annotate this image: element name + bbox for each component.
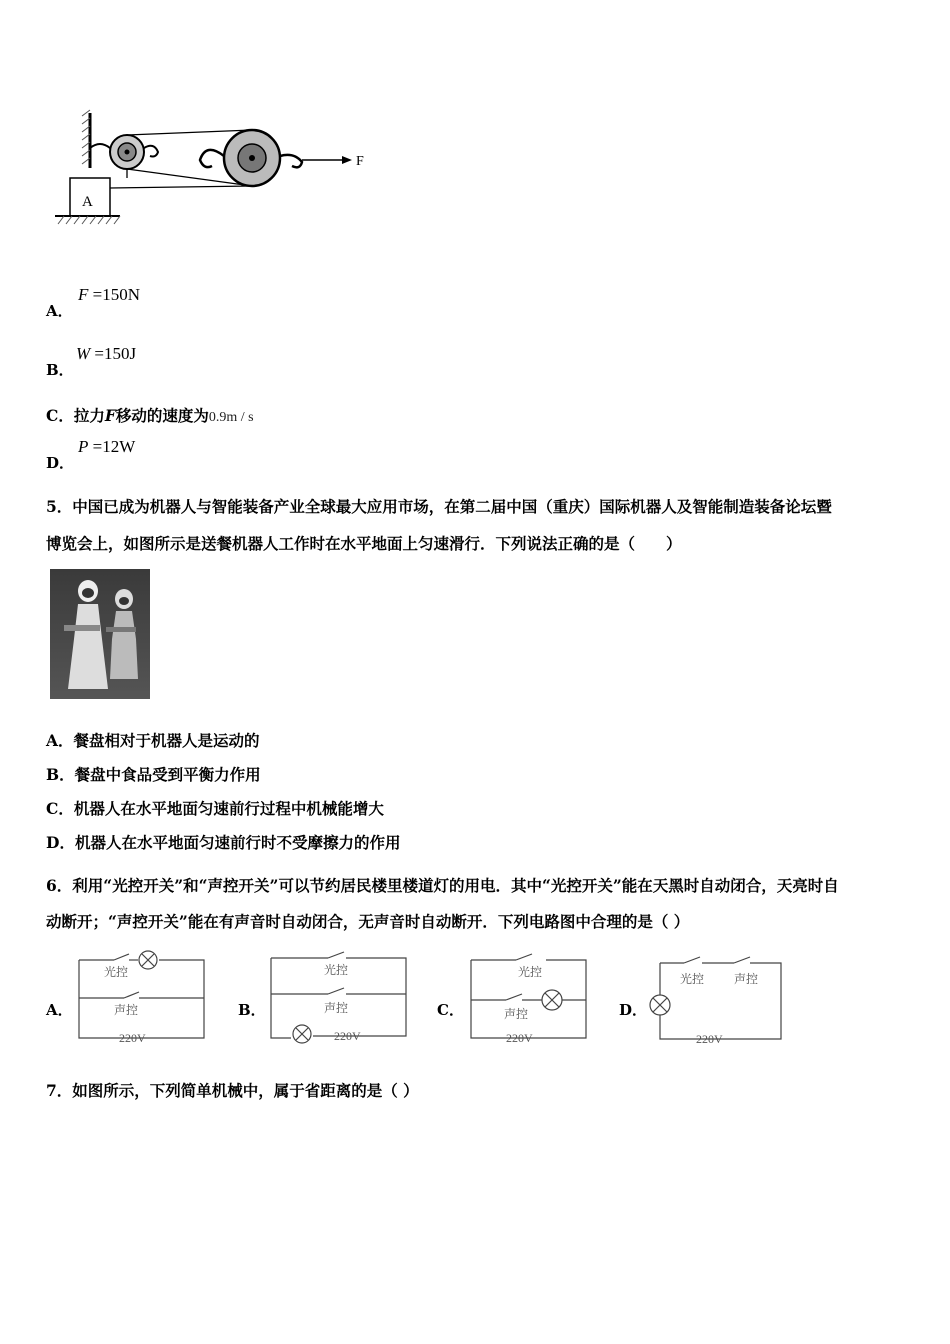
option-text: 移动的速度为 [115,406,209,425]
q5-option-d[interactable]: D．机器人在水平地面匀速前行时不受摩擦力的作用 [46,833,401,852]
q6-stem-line1: 6．利用“光控开关”和“声控开关”可以节约居民楼里楼道灯的用电．其中“光控开关”能在天黑时自动闭合，天亮时自 [46,876,839,895]
circuit-c [466,950,596,1045]
q6-option-d-letter[interactable]: D． [619,1001,648,1019]
q5-stem-line2: 博览会上，如图所示是送餐机器人工作时在水平地面上匀速滑行．下列说法正确的是（ ） [46,534,682,553]
q6-option-b-letter[interactable]: B． [238,1001,266,1019]
velocity-value: 0.9m / s [208,410,254,425]
q5-option-c[interactable]: C．机器人在水平地面匀速前行过程中机械能增大 [46,799,384,818]
robot-photo [50,569,150,699]
light-switch-label: 光控 [680,972,705,986]
formula-expr: =12W [92,437,136,456]
circuit-b [266,950,416,1045]
sound-switch-label: 声控 [114,1003,139,1017]
q4-option-b-formula [76,344,136,364]
sound-switch-label: 声控 [734,972,759,986]
q6-stem-line2: 动断开；“声控开关”能在有声音时自动闭合，无声音时自动断开．下列电路图中合理的是（ ） [46,912,690,931]
q5-option-b[interactable]: B．餐盘中食品受到平衡力作用 [46,765,261,784]
voltage-label: 220V [696,1032,723,1045]
pulley-diagram [40,108,380,233]
q4-option-b[interactable] [46,359,74,380]
force-arrow [342,156,352,164]
q6-option-c-letter[interactable]: C． [437,1001,464,1019]
voltage-label: 220V [506,1031,533,1045]
q5-stem-line1: 5．中国已成为机器人与智能装备产业全球最大应用市场，在第二届中国（重庆）国际机器人及智能制造装备论坛暨 [46,497,832,516]
q4-option-d-formula [78,437,135,457]
formula-var: F [104,406,116,425]
formula-var: P [78,437,89,456]
q5-option-a[interactable]: A．餐盘相对于机器人是运动的 [46,731,260,750]
q4-option-d[interactable] [46,452,74,473]
light-switch-label: 光控 [324,963,349,977]
circuit-a [74,950,214,1045]
formula-var: F [78,285,89,304]
formula-var: W [76,344,91,363]
formula-expr: =150J [94,344,137,363]
option-letter: C． [46,406,74,425]
circuit-d [646,955,786,1045]
option-letter: B． [46,361,74,379]
option-text: 拉力 [73,406,105,425]
q6-option-a-letter[interactable]: A． [46,1001,73,1019]
q4-option-a[interactable] [46,300,73,321]
force-label: F [356,154,364,169]
voltage-label: 220V [119,1031,146,1045]
option-letter: D． [46,454,75,472]
q4-option-a-formula [78,285,140,305]
q7-stem-line1: 7．如图所示，下列简单机械中，属于省距离的是（ ） [46,1081,419,1100]
light-switch-label: 光控 [104,965,129,979]
sound-switch-label: 声控 [324,1001,349,1015]
block-a-label: A [82,194,93,210]
option-letter: A． [46,302,73,320]
voltage-label: 220V [334,1029,361,1043]
light-switch-label: 光控 [518,965,543,979]
formula-expr: =150N [92,285,141,304]
sound-switch-label: 声控 [504,1007,529,1021]
q4-option-c[interactable] [46,404,254,426]
